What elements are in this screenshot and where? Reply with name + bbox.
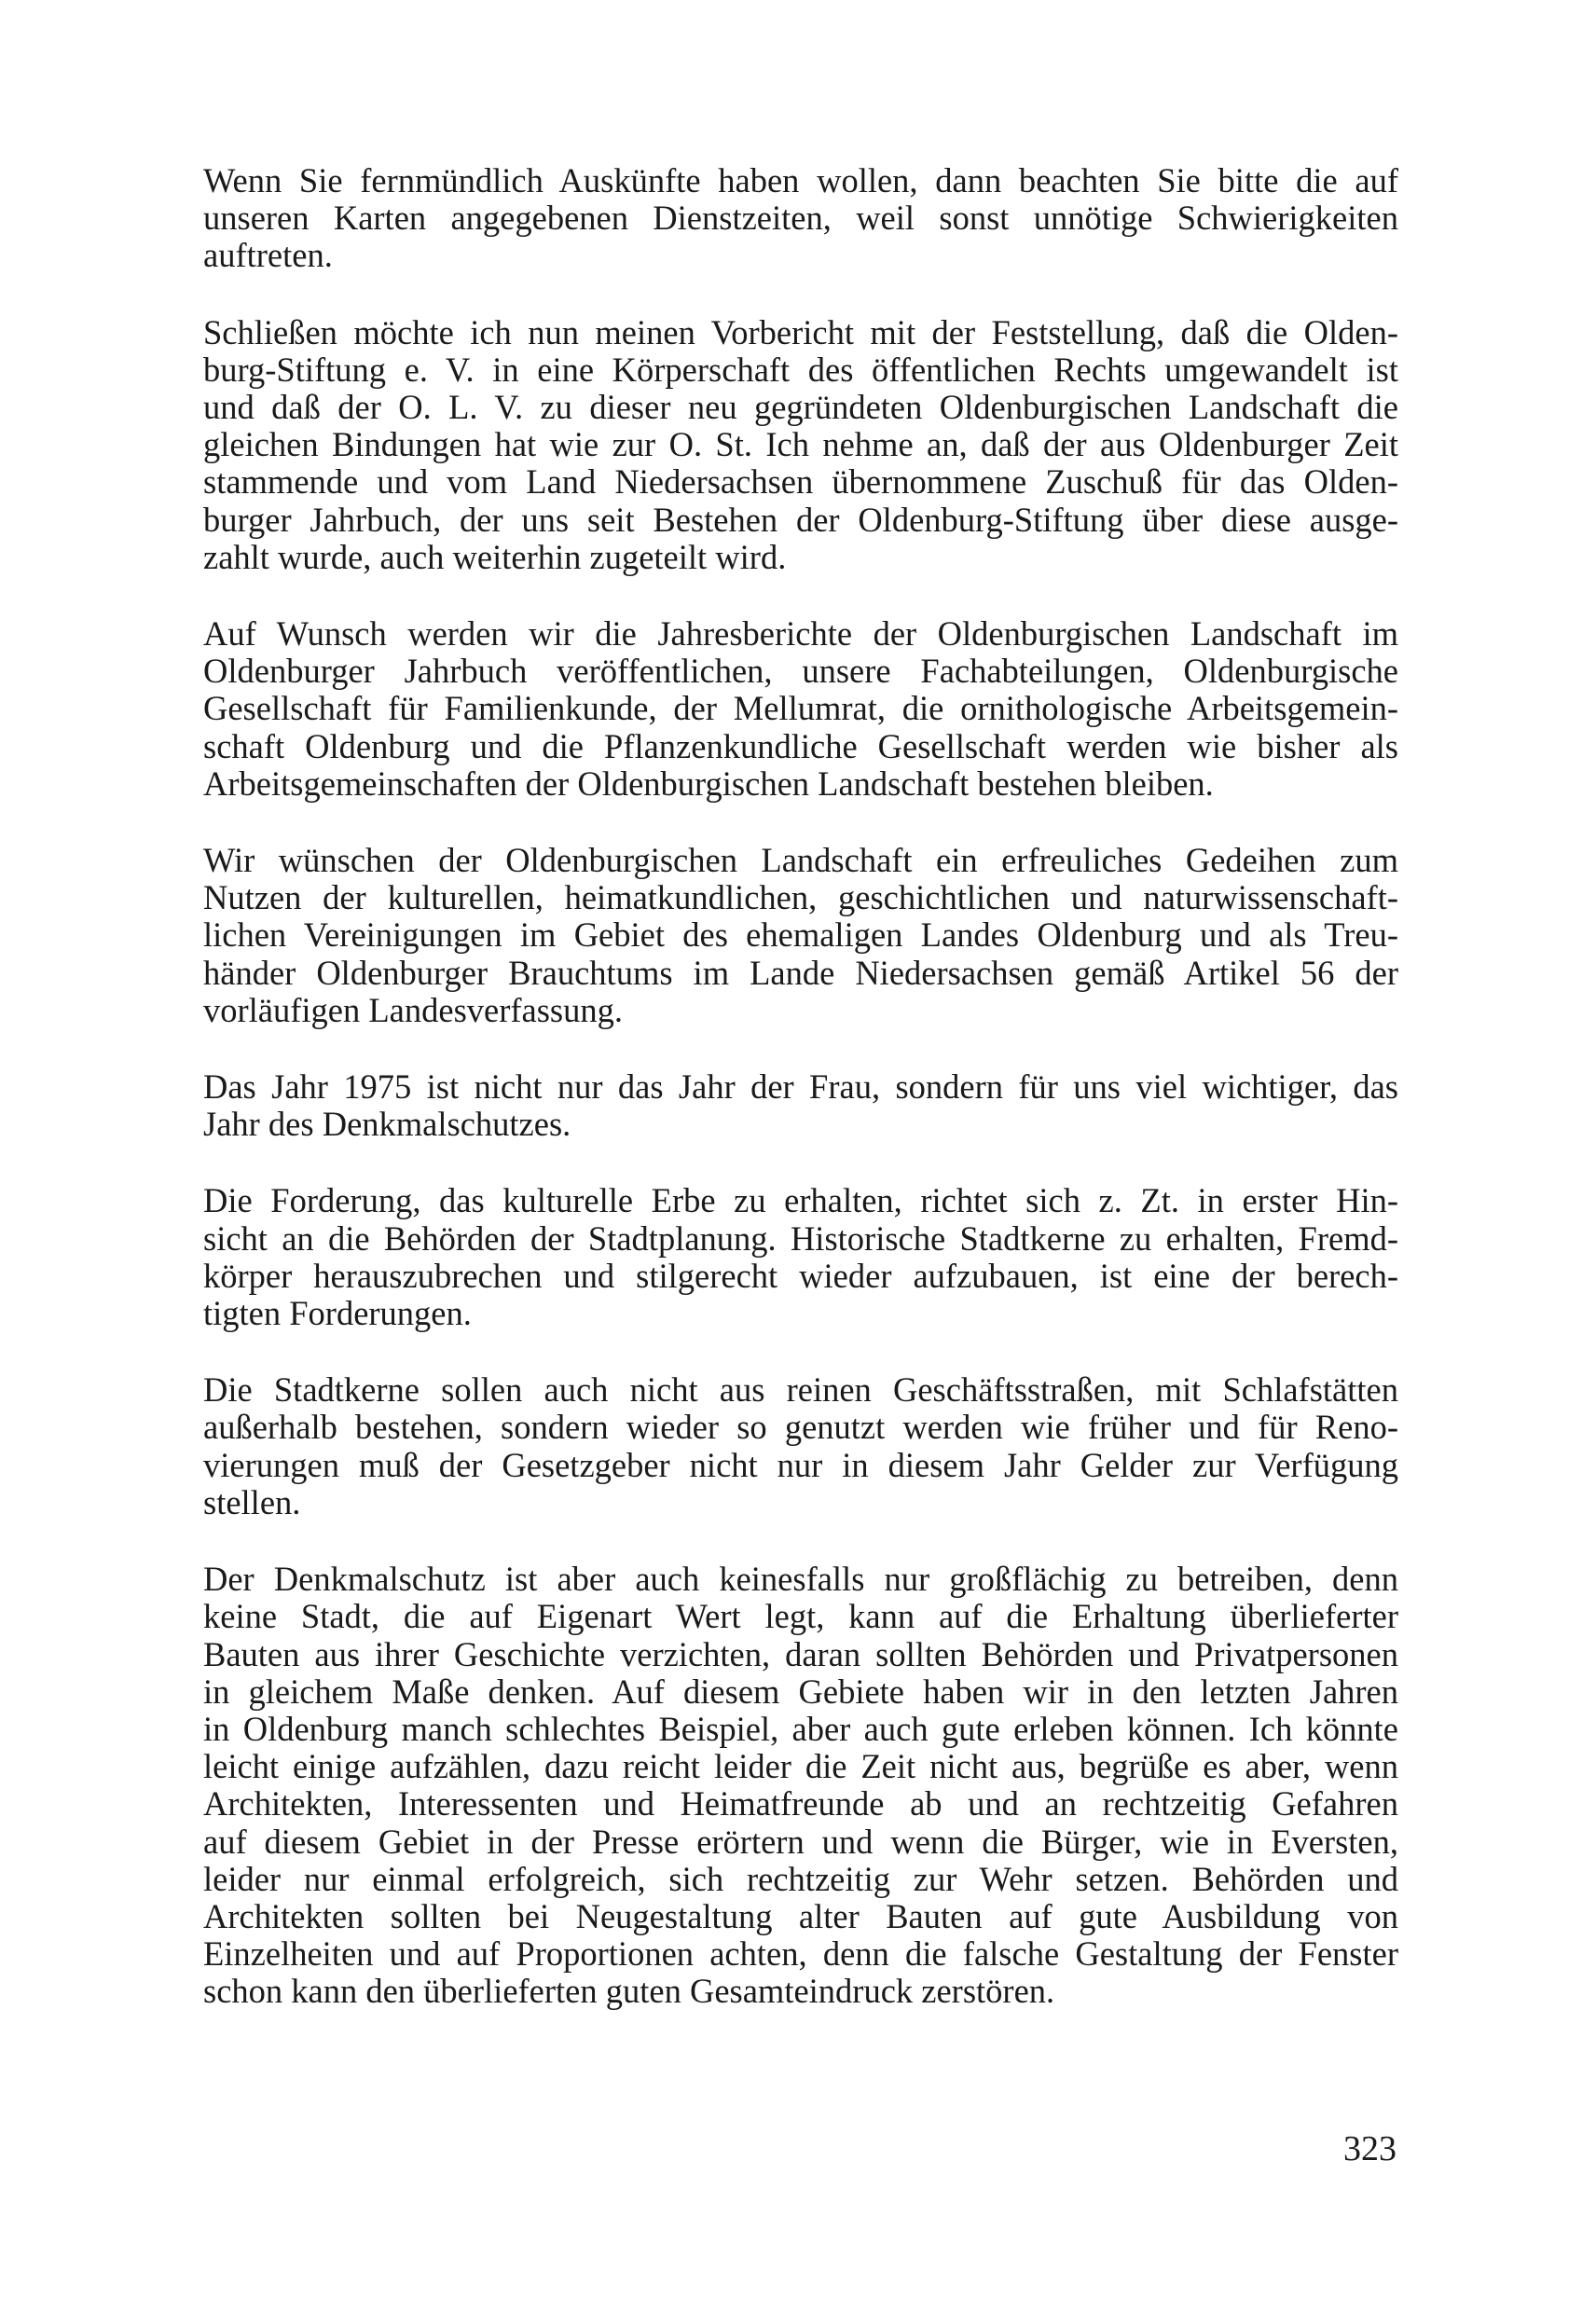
paragraph <box>203 1561 1398 2010</box>
text-line: sicht an die Behörden der Stadtplanung. Historische Stadtkerne zu erhalten, Fremd- <box>203 1218 1398 1258</box>
paragraph <box>203 1371 1398 1521</box>
text-line: Auf Wunsch werden wir die Jahresberichte der Oldenburgischen Landschaft im <box>203 614 1398 654</box>
text-line: in Oldenburg manch schlechtes Beispiel, aber auch gute erleben können. Ich könnte <box>203 1709 1398 1748</box>
text-line: schaft Oldenburg und die Pflanzenkundliche Gesellschaft werden wie bisher als <box>203 726 1398 765</box>
text-line: Das Jahr 1975 ist nicht nur das Jahr der Frau, sondern für uns viel wichtiger, das <box>203 1067 1398 1107</box>
text-line: vorläufigen Landesverfassung. <box>203 990 624 1029</box>
text-line: Schließen möchte ich nun meinen Vorbericht mit der Feststellung, daß die Olden- <box>203 312 1398 351</box>
text-line: gleichen Bindungen hat wie zur O. St. Ich nehme an, daß der aus Oldenburger Zeit <box>203 425 1398 464</box>
text-line: tigten Forderungen. <box>203 1294 472 1333</box>
text-line: Die Forderung, das kulturelle Erbe zu erhalten, richtet sich z. Zt. in erster Hin- <box>203 1181 1398 1220</box>
text-line: Die Stadtkerne sollen auch nicht aus reinen Geschäftsstraßen, mit Schlafstätten <box>203 1370 1398 1410</box>
text-line: schon kann den überlieferten guten Gesamteindruck zerstören. <box>203 1972 1055 2011</box>
text-line: Arbeitsgemeinschaften der Oldenburgischen Landschaft bestehen bleiben. <box>203 764 1214 803</box>
text-line: Einzelheiten und auf Proportionen achten, denn die falsche Gestaltung der Fenster <box>203 1934 1398 1974</box>
text-line: stellen. <box>203 1482 301 1521</box>
paragraph <box>203 615 1398 803</box>
page-number: 323 <box>1343 2129 1396 2168</box>
text-line: körper herauszubrechen und stilgerecht wieder aufzubauen, ist eine der berech- <box>203 1256 1398 1295</box>
text-line: Oldenburger Jahrbuch veröffentlichen, unsere Fachabteilungen, Oldenburgische <box>203 652 1398 691</box>
text-line: händer Oldenburger Brauchtums im Lande Niedersachsen gemäß Artikel 56 der <box>203 953 1398 992</box>
text-line: leicht einige aufzählen, dazu reicht leider die Zeit nicht aus, begrüße es aber, wenn <box>203 1747 1398 1786</box>
text-line: auftreten. <box>203 236 333 275</box>
paragraph <box>203 842 1398 1029</box>
text-line: Bauten aus ihrer Geschichte verzichten, daran sollten Behörden und Privatpersonen <box>203 1634 1398 1673</box>
text-line: zahlt wurde, auch weiterhin zugeteilt wird. <box>203 537 787 576</box>
paragraph <box>203 314 1398 576</box>
text-line: Wir wünschen der Oldenburgischen Landschaft ein erfreuliches Gedeihen zum <box>203 841 1398 880</box>
text-line: vierungen muß der Gesetzgeber nicht nur in diesem Jahr Gelder zur Verfügung <box>203 1445 1398 1484</box>
text-line: Architekten, Interessenten und Heimatfreunde ab und an rechtzeitig Gefahren <box>203 1784 1398 1823</box>
text-line: Jahr des Denkmalschutzes. <box>203 1105 571 1144</box>
text-line: Gesellschaft für Familienkunde, der Mellumrat, die ornithologische Arbeitsgemein- <box>203 689 1398 728</box>
text-line: auf diesem Gebiet in der Presse erörtern und wenn die Bürger, wie in Eversten, <box>203 1822 1398 1861</box>
text-line: burger Jahrbuch, der uns seit Bestehen der Oldenburg-Stiftung über diese ausge- <box>203 500 1398 539</box>
text-line: keine Stadt, die auf Eigenart Wert legt, kann auf die Erhaltung überlieferter <box>203 1597 1398 1636</box>
text-line: und daß der O. L. V. zu dieser neu gegründeten Oldenburgischen Landschaft die <box>203 388 1398 427</box>
body-text <box>203 162 1398 2050</box>
text-line: lichen Vereinigungen im Gebiet des ehemaligen Landes Oldenburg und als Treu- <box>203 915 1398 955</box>
paragraph <box>203 162 1398 275</box>
text-line: burg-Stiftung e. V. in eine Körperschaft des öffentlichen Rechts umgewandelt ist <box>203 350 1398 389</box>
text-line: Nutzen der kulturellen, heimatkundlichen, geschichtlichen und naturwissenschaft- <box>203 878 1398 917</box>
text-line: Architekten sollten bei Neugestaltung alter Bauten auf gute Ausbildung von <box>203 1896 1398 1935</box>
text-line: Der Denkmalschutz ist aber auch keinesfalls nur großflächig zu betreiben, denn <box>203 1560 1398 1599</box>
text-line: Wenn Sie fernmündlich Auskünfte haben wollen, dann beachten Sie bitte die auf <box>203 161 1398 200</box>
text-line: leider nur einmal erfolgreich, sich rechtzeitig zur Wehr setzen. Behörden und <box>203 1859 1398 1898</box>
text-line: außerhalb bestehen, sondern wieder so genutzt werden wie früher und für Reno- <box>203 1408 1398 1447</box>
text-line: unseren Karten angegebenen Dienstzeiten, weil sonst unnötige Schwierigkeiten <box>203 199 1398 238</box>
paragraph <box>203 1068 1398 1143</box>
text-line: in gleichem Maße denken. Auf diesem Gebiete haben wir in den letzten Jahren <box>203 1672 1398 1711</box>
paragraph <box>203 1182 1398 1332</box>
text-line: stammende und vom Land Niedersachsen übernommene Zuschuß für das Olden- <box>203 462 1398 502</box>
